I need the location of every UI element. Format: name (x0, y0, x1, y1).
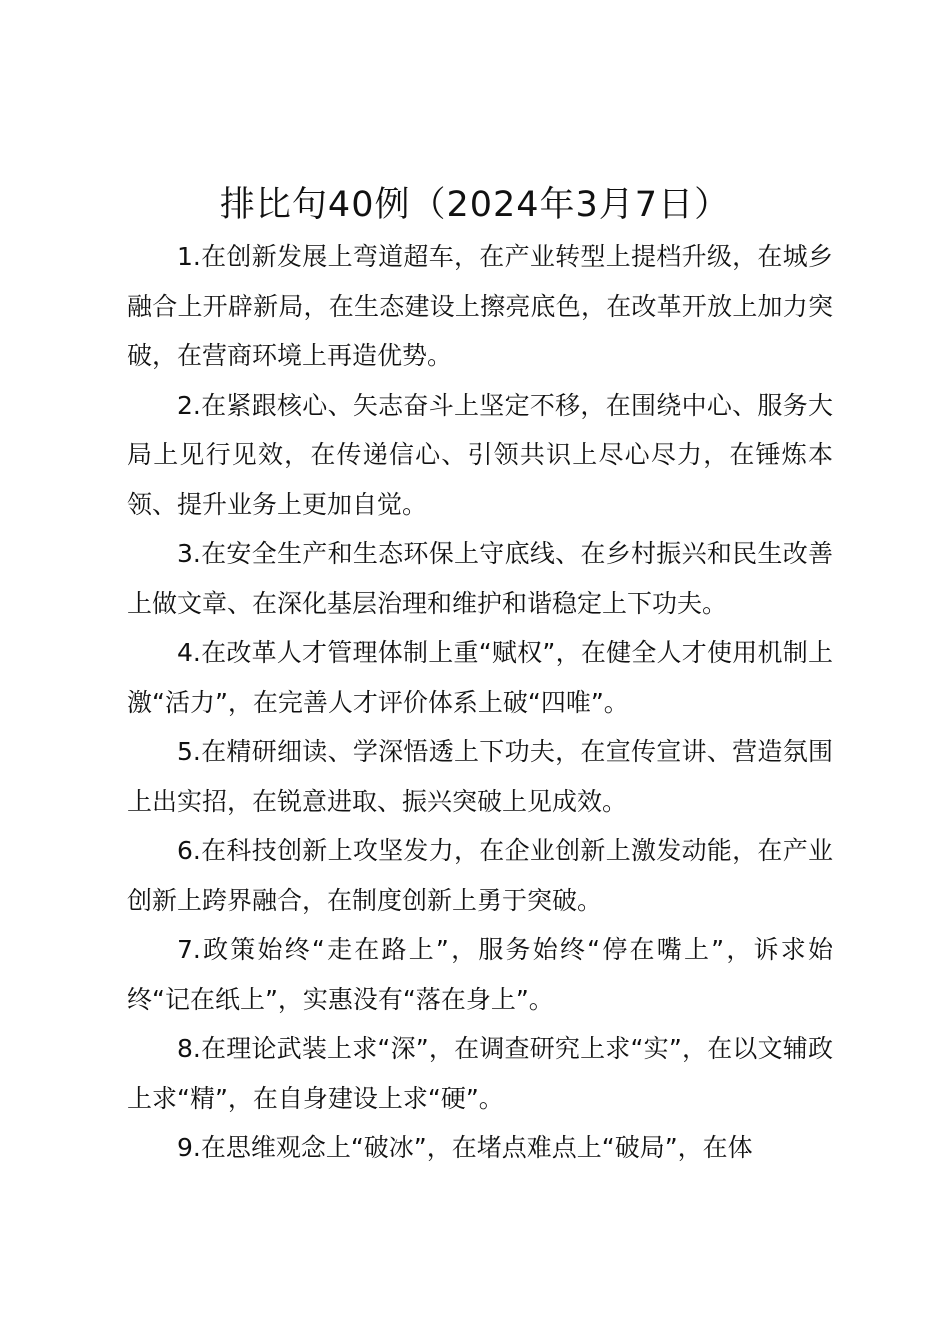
paragraph-5: 5.在精研细读、学深悟透上下功夫，在宣传宣讲、营造氛围上出实招，在锐意进取、振兴突破上见成效。 (127, 737, 833, 816)
paragraph-1: 1.在创新发展上弯道超车，在产业转型上提档升级，在城乡融合上开辟新局，在生态建设上擦亮底色，在改革开放上加力突破，在营商环境上再造优势。 (127, 242, 833, 370)
document-body (127, 232, 833, 1173)
paragraph-2: 2.在紧跟核心、矢志奋斗上坚定不移，在围绕中心、服务大局上见行见效，在传递信心、引领共识上尽心尽力，在锤炼本领、提升业务上更加自觉。 (127, 390, 833, 519)
paragraph-3: 3.在安全生产和生态环保上守底线、在乡村振兴和民生改善上做文章、在深化基层治理和维护和谐稳定上下功夫。 (127, 539, 833, 618)
document-title: 排比句40例（2024年3月7日） (219, 185, 731, 225)
paragraph-8: 8.在理论武装上求“深”，在调查研究上求“实”，在以文辅政上求“精”，在自身建设上求“硬”。 (127, 1034, 833, 1113)
paragraph-4: 4.在改革人才管理体制上重“赋权”，在健全人才使用机制上激“活力”，在完善人才评价体系上破“四唯”。 (127, 638, 833, 717)
paragraph-7: 7.政策始终“走在路上”，服务始终“停在嘴上”，诉求始终“记在纸上”，实惠没有“落在身上”。 (127, 935, 833, 1014)
paragraph-9: 9.在思维观念上“破冰”，在堵点难点上“破局”，在体 (177, 1133, 753, 1162)
paragraph-6: 6.在科技创新上攻坚发力，在企业创新上激发动能，在产业创新上跨界融合，在制度创新上勇于突破。 (127, 836, 833, 915)
